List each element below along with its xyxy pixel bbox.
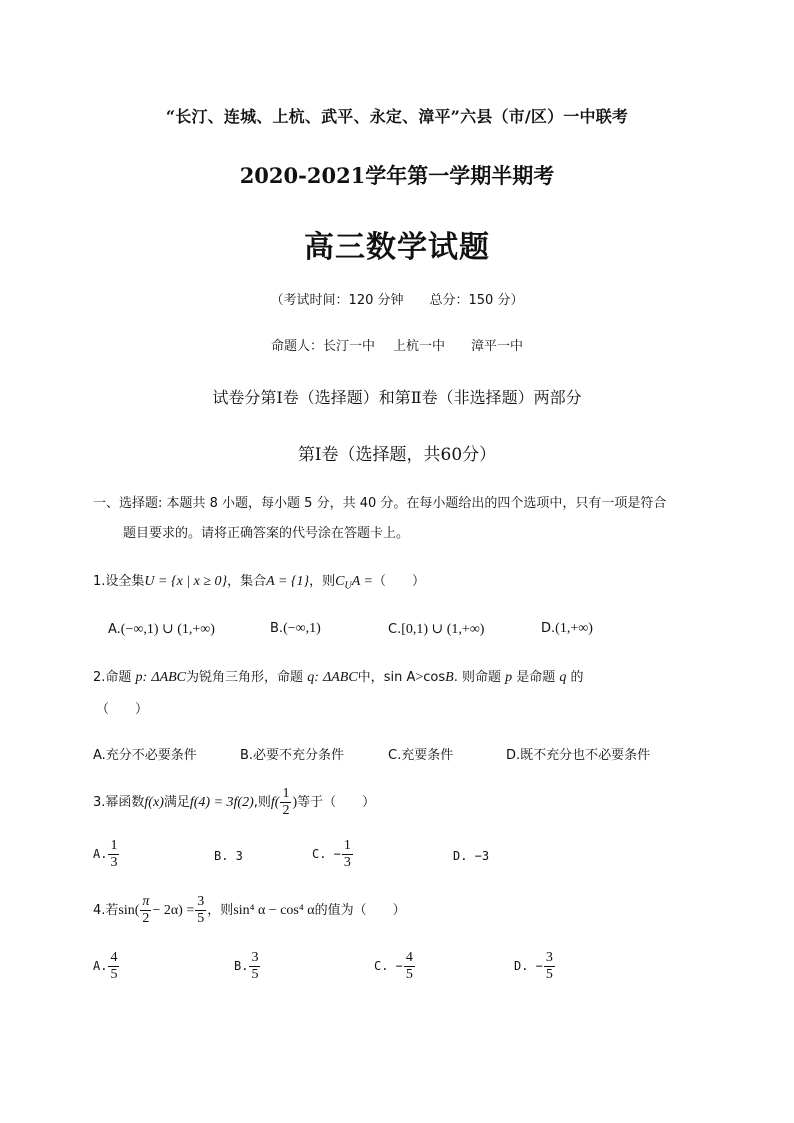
exam-time: （考试时间：120 分钟 [270, 293, 404, 308]
numerator: 1 [110, 838, 118, 853]
question-text: 设全集 [105, 574, 145, 589]
question-text: 若 [105, 903, 119, 918]
question-number: 3. [93, 795, 106, 810]
math-expression: ) [292, 795, 298, 810]
q2-option-a: A.充分不必要条件 [93, 748, 197, 763]
exam-time-score [0, 289, 794, 308]
math-expression: f( [270, 795, 280, 810]
math-expression: p: [135, 670, 148, 685]
denominator: 5 [405, 967, 413, 982]
option-value: (−∞,1) [283, 621, 321, 636]
q1-option-a [108, 621, 215, 638]
denominator: 3 [110, 855, 118, 870]
numerator: 1 [282, 786, 290, 801]
question-1 [93, 570, 425, 592]
numerator: 3 [545, 950, 553, 965]
denominator: 2 [282, 803, 290, 818]
math-expression: B [445, 670, 454, 685]
q1-option-d [541, 621, 593, 637]
section-instructions-line1: 一、选择题: 本题共 8 小题，每小题 5 分，共 40 分。在每小题给出的四个选项中，只有一项是符合 [93, 496, 667, 511]
q4-option-c [374, 950, 416, 983]
math-expression: A = [351, 574, 373, 589]
exam-term-header: 2020-2021学年第一学期半期考 [239, 163, 555, 188]
question-text: ，则 [207, 903, 234, 918]
question-text: 等于（ ） [297, 795, 376, 810]
denominator: 5 [545, 967, 553, 982]
option-label: B. [270, 621, 284, 636]
math-expression: q: [307, 670, 319, 685]
question-text: . 则命题 [453, 670, 501, 685]
fraction [108, 950, 119, 983]
option-label: B. [234, 959, 249, 973]
fraction [108, 838, 119, 871]
section-instructions [93, 489, 713, 549]
option-label: A. [108, 622, 121, 637]
option-label: C. − [374, 959, 403, 973]
question-text: 为锐角三角形，命题 [186, 670, 304, 685]
question-text: 的值为（ ） [314, 903, 406, 918]
numerator: 4 [405, 950, 413, 965]
q4-option-d [514, 950, 556, 983]
section-instructions-line2: 题目要求的。请将正确答案的代号涂在答题卡上。 [123, 526, 410, 541]
math-expression: ΔABC [151, 670, 187, 685]
exam-title: 高三数学试题 [304, 230, 490, 265]
math-expression: ΔABC [323, 670, 358, 685]
question-text: ，则 [309, 574, 336, 589]
question-number: 4. [93, 903, 106, 918]
denominator: 2 [142, 911, 150, 926]
q2-option-b: B.必要不充分条件 [240, 748, 345, 763]
numerator: 3 [251, 950, 259, 965]
math-expression: C [335, 574, 345, 589]
math-expression: cos [423, 670, 446, 685]
denominator: 3 [343, 855, 351, 870]
option-label: D. [541, 621, 556, 636]
math-expression: sin( [118, 903, 140, 918]
fraction [140, 894, 151, 927]
q2-option-d: D.既不充分也不必要条件 [506, 748, 651, 763]
q2-option-c: C.充要条件 [388, 748, 454, 763]
q3-option-b: B. 3 [214, 849, 243, 863]
fraction [404, 950, 415, 983]
exam-authors [0, 335, 794, 354]
exam-parts-note: 试卷分第Ⅰ卷（选择题）和第Ⅱ卷（非选择题）两部分 [212, 388, 582, 407]
option-value: [0,1) ∪ (1,+∞) [401, 622, 485, 637]
question-4 [93, 894, 406, 927]
q1-option-b [270, 621, 321, 637]
option-label: D. − [514, 959, 543, 973]
fraction [249, 950, 260, 983]
question-text: 幂函数 [105, 795, 145, 810]
math-expression: p [505, 670, 513, 685]
question-text: ，集合 [227, 574, 267, 589]
question-text: 是命题 [516, 670, 556, 685]
q3-option-c [312, 838, 354, 871]
author-1: 命题人：长汀一中 [270, 339, 375, 354]
fraction [342, 838, 353, 871]
q2-answer-blank: （ ） [96, 702, 149, 717]
author-2: 上杭一中 [392, 339, 445, 354]
q1-option-c [388, 621, 484, 638]
numerator: π [142, 894, 150, 909]
option-value: (−∞,1) ∪ (1,+∞) [120, 622, 215, 637]
exam-total-score: 总分：150 分） [429, 293, 524, 308]
option-label: A. [93, 847, 108, 861]
question-text: 2.命题 [93, 670, 132, 685]
denominator: 5 [251, 967, 259, 982]
option-value: (1,+∞) [555, 621, 593, 636]
numerator: 3 [197, 894, 205, 909]
option-label: C. − [312, 847, 341, 861]
denominator: 5 [110, 967, 118, 982]
math-expression: f(4) = 3f(2) [189, 795, 254, 810]
math-expression: sin⁴ α − cos⁴ α [233, 903, 315, 918]
q4-option-b [234, 950, 261, 983]
numerator: 1 [343, 838, 351, 853]
math-expression: A = {1} [266, 574, 310, 589]
question-text: ,则 [253, 795, 271, 810]
math-expression: f(x) [144, 795, 164, 810]
math-expression: sin A [383, 670, 416, 685]
fraction [195, 894, 206, 927]
option-label: C. [388, 622, 402, 637]
author-3: 漳平一中 [471, 339, 524, 354]
math-subscript: U [344, 580, 352, 592]
math-expression: − 2α) = [152, 903, 195, 918]
numerator: 4 [110, 950, 118, 965]
question-text: 中， [357, 670, 384, 685]
math-expression: U = {x | x ≥ 0} [144, 574, 228, 589]
question-2 [93, 666, 584, 686]
fraction [280, 786, 291, 819]
math-expression: q [559, 670, 567, 685]
q3-option-d: D. −3 [453, 849, 490, 863]
q4-option-a [93, 950, 120, 983]
answer-blank: （ ） [372, 574, 425, 589]
question-number: 1. [93, 574, 106, 589]
part-one-heading: 第Ⅰ卷（选择题，共60分） [297, 445, 497, 465]
exam-union-header: “长汀、连城、上杭、武平、永定、漳平”六县（市/区）一中联考 [165, 107, 629, 126]
fraction [544, 950, 555, 983]
question-3 [93, 786, 375, 819]
option-label: A. [93, 959, 108, 973]
denominator: 5 [197, 911, 205, 926]
question-text: 满足 [163, 795, 190, 810]
q3-option-a [93, 838, 120, 871]
question-text: 的 [570, 670, 584, 685]
math-expression: > [415, 670, 424, 685]
